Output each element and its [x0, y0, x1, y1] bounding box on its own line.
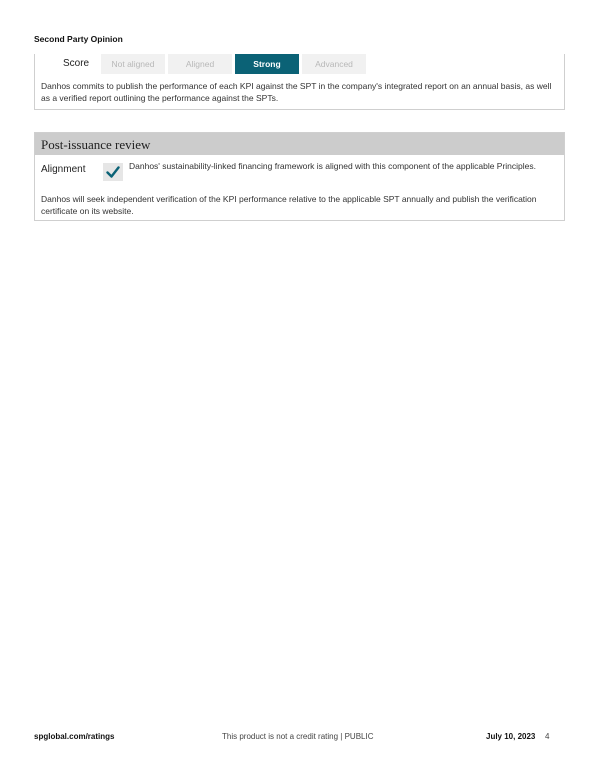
score-section: [34, 54, 565, 110]
score-option-strong: Strong: [235, 54, 299, 74]
post-issuance-review-section: [34, 132, 565, 221]
section-title: Post-issuance review: [41, 137, 151, 152]
alignment-label: Alignment: [41, 164, 86, 175]
score-description: Danhos commits to publish the performance of each KPI against the SPT in the company's integrated report on an annual basis, as well as a verified report outlining the performance against the SPTs.: [41, 81, 552, 103]
score-option-aligned: Aligned: [168, 54, 232, 74]
alignment-description: Danhos' sustainability-linked financing framework is aligned with this component of the applicable Principles.: [129, 161, 537, 171]
score-label: Score: [63, 58, 90, 69]
footer-disclaimer: This product is not a credit rating | PUBLIC: [222, 732, 374, 741]
review-description: Danhos will seek independent verification of the KPI performance relative to the applicable SPT annually and publish the verification certificate on its website.: [41, 194, 537, 216]
score-row: [35, 54, 564, 74]
footer-date: July 10, 2023: [486, 732, 536, 741]
score-option-not-aligned: Not aligned: [101, 54, 165, 74]
document-header: Second Party Opinion: [34, 34, 123, 44]
page-number: 4: [545, 732, 550, 741]
check-icon: [103, 163, 123, 181]
score-option-advanced: Advanced: [302, 54, 366, 74]
footer-site-link[interactable]: spglobal.com/ratings: [34, 732, 115, 741]
section-title-bar: [35, 133, 564, 155]
